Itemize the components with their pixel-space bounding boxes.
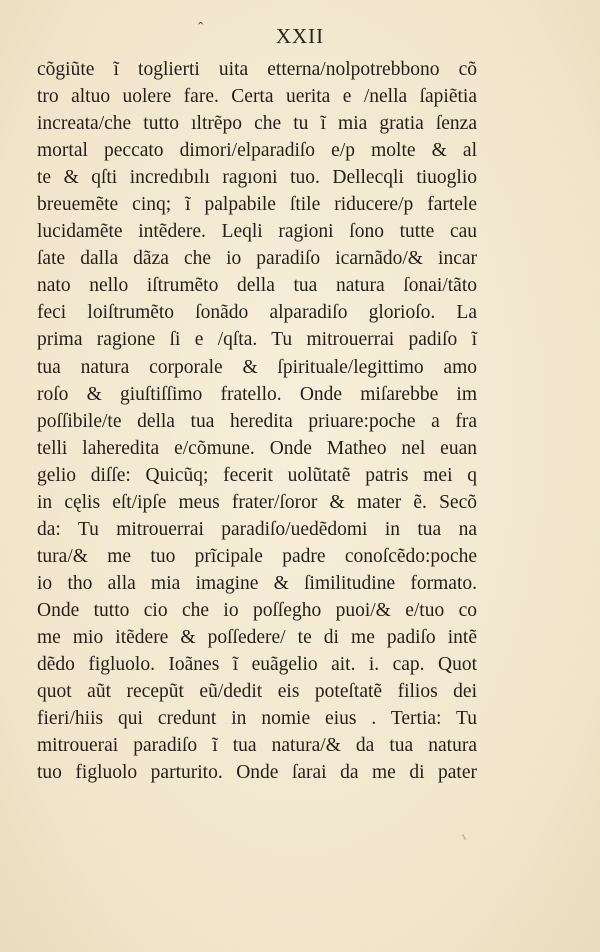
text-line: breuemẽte cinq; ĩ palpabile ſtile riducere/p fartele: [37, 194, 477, 216]
page-number: XXII: [275, 24, 325, 48]
text-line: roſo & giuſtiſſimo fratello. Onde miſarebbe im: [37, 383, 477, 405]
text-line: fieri/hiis qui credunt in nomie eius . Tertia: Tu: [37, 708, 477, 730]
folio-header: [0, 20, 600, 49]
text-line: tua natura corporale & ſpirituale/legittimo amo: [37, 356, 477, 378]
text-line: telli laheredita e/cõmune. Onde Matheo nel euan: [37, 437, 477, 459]
body-text: [37, 56, 477, 786]
text-line: dẽdo figluolo. Ioãnes ĩ euãgelio ait. i. cap. Quot: [37, 654, 477, 676]
text-line: Onde tutto cio che io poſſegho puoi/& e/tuo co: [37, 599, 477, 621]
text-line: gelio diſſe: Quicũq; fecerit uolũtatẽ patris mei q: [37, 464, 477, 486]
text-line: da: Tu mitrouerrai paradiſo/uedẽdomi in tua na: [37, 518, 477, 540]
text-line: io tho alla mia imagine & ſimilitudine formato.: [37, 572, 477, 594]
text-line: feci loiſtrumẽto ſonãdo alparadiſo glorioſo. La: [37, 302, 477, 324]
text-line: increata/che tutto ıltrẽpo che tu ĩ mia gratia ſenza: [37, 113, 477, 135]
text-line: tro altuo uolere fare. Certa uerita e /nella ſapiẽtia: [37, 86, 477, 108]
text-line: me mio itẽdere & poſſedere/ te di me padiſo intẽ: [37, 626, 477, 648]
text-line: in cęlis eſt/ipſe meus frater/ſoror & mater ẽ. Secõ: [37, 491, 477, 513]
text-line: tura/& me tuo prĩcipale padre conoſcẽdo:poche: [37, 545, 477, 567]
text-line: mitrouerai paradiſo ĩ tua natura/& da tua natura: [37, 735, 477, 757]
text-line: nato nello iſtrumẽto della tua natura ſonai/tãto: [37, 275, 477, 297]
text-line: mortal peccato dimori/elparadiſo e/p molte & al: [37, 140, 477, 162]
folio-mark: ˆ: [198, 20, 205, 37]
text-line: prima ragione ſi e /qſta. Tu mitrouerrai padiſo ĩ: [37, 329, 477, 351]
text-line: tuo figluolo parturito. Onde ſarai da me di pater: [37, 762, 477, 784]
text-line: lucidamẽte intẽdere. Leqli ragioni ſono tutte cau: [37, 221, 477, 243]
text-line: cõgiũte ĩ toglierti uita etterna/nolpotrebbono cõ: [37, 59, 477, 80]
text-line: te & qſti incredıbılı ragıoni tuo. Dellecqli tiuoglio: [37, 167, 477, 189]
text-line: poſſibile/te della tua heredita priuare:poche a fra: [37, 410, 477, 432]
text-line: quot aũt recepũt eũ/dedit eis poteſtatẽ filios dei: [37, 681, 477, 703]
text-line: ſate dalla dãza che io paradiſo icarnãdo/& incar: [37, 248, 477, 270]
paper-speck: [462, 834, 467, 840]
